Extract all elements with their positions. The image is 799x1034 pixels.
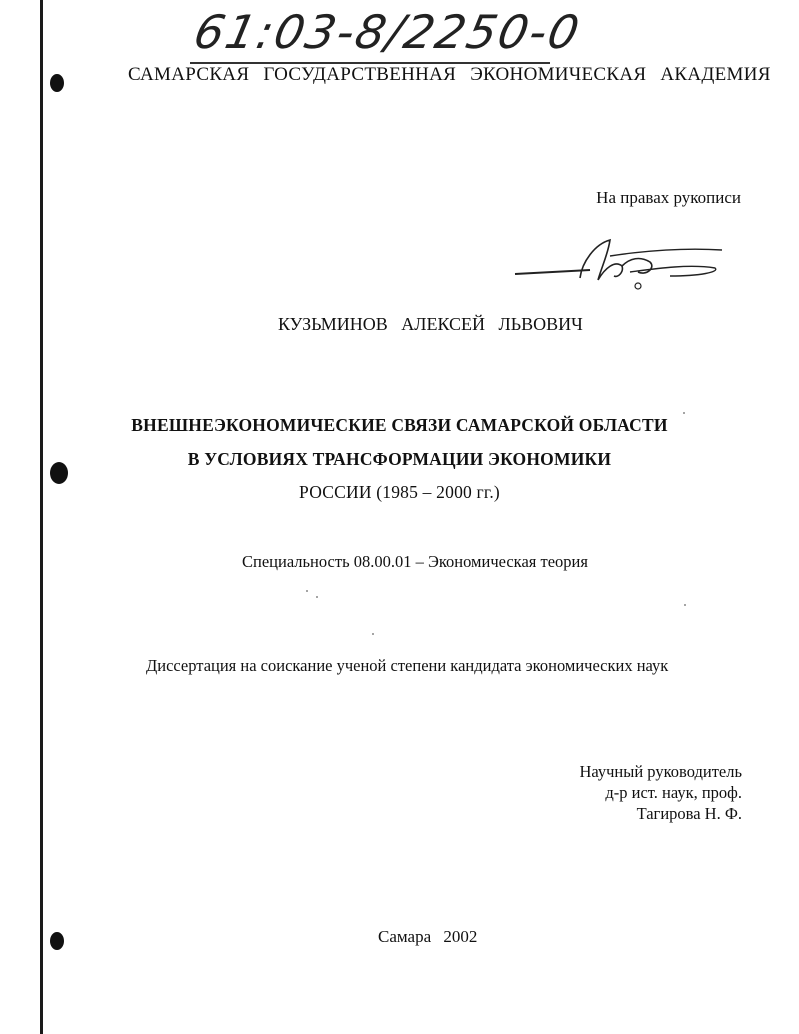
scan-speck — [684, 604, 686, 606]
specialty-line: Специальность 08.00.01 – Экономическая теория — [242, 552, 588, 571]
punch-hole-top — [50, 74, 64, 92]
city-year: Самара 2002 — [378, 927, 478, 946]
advisor-role: Научный руководитель — [579, 762, 742, 781]
dissertation-title-line-2: В УСЛОВИЯХ ТРАНСФОРМАЦИИ ЭКОНОМИКИ — [187, 449, 612, 469]
scan-speck — [372, 633, 374, 635]
dissertation-title-line-1: ВНЕШНЕЭКОНОМИЧЕСКИЕ СВЯЗИ САМАРСКОЙ ОБЛАСТИ — [131, 415, 668, 435]
scan-speck — [306, 590, 308, 592]
scan-speck — [683, 412, 685, 414]
author-signature — [510, 232, 730, 292]
dissertation-title-line-3: РОССИИ (1985 – 2000 гг.) — [299, 482, 500, 502]
advisor-degree: д-р ист. наук, проф. — [605, 783, 742, 802]
degree-statement: Диссертация на соискание ученой степени кандидата экономических наук — [146, 656, 669, 675]
scan-speck — [316, 596, 318, 598]
punch-hole-bottom — [50, 932, 64, 950]
archive-code-handwritten: 61:03-8/2250-0 — [189, 5, 586, 59]
binding-edge-line — [40, 0, 43, 1034]
author-name: КУЗЬМИНОВ АЛЕКСЕЙ ЛЬВОВИЧ — [278, 314, 583, 334]
rights-note: На правах рукописи — [596, 188, 741, 207]
advisor-name: Тагирова Н. Ф. — [636, 804, 742, 823]
institution-name: САМАРСКАЯ ГОСУДАРСТВЕННАЯ ЭКОНОМИЧЕСКАЯ АКАДЕМИЯ — [128, 64, 771, 85]
